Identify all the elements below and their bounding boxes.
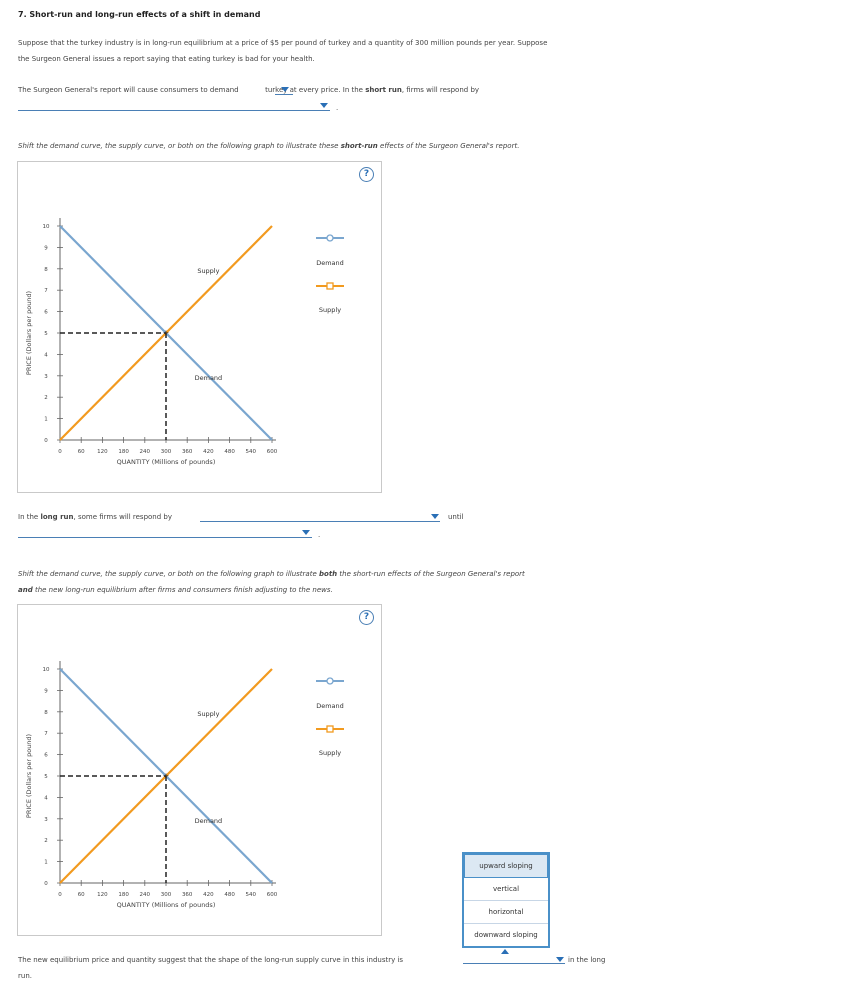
chevron-down-icon: [556, 957, 564, 962]
graph1-instr-b: effects of the Surgeon General's report.: [380, 142, 520, 150]
y-tick-label: 3: [44, 373, 48, 380]
y-tick-label: 0: [44, 438, 48, 444]
legend-demand-label: Demand: [316, 702, 344, 710]
chevron-up-icon: [501, 949, 509, 954]
x-tick-label: 480: [224, 449, 235, 455]
y-tick-label: 9: [44, 688, 48, 695]
legend-supply-label: Supply: [318, 749, 342, 757]
x-tick-label: 600: [266, 449, 278, 455]
x-axis-label: QUANTITY (Millions of pounds): [116, 901, 216, 909]
dropdown-option[interactable]: downward sloping: [474, 931, 538, 939]
supply-curve-label: Supply: [197, 710, 220, 719]
y-tick-label: 6: [44, 309, 48, 316]
y-axis-label: PRICE (Dollars per pound): [25, 290, 33, 376]
sr-text-a: The Surgeon General's report will cause consumers to demand: [18, 86, 239, 94]
y-tick-label: 1: [44, 859, 48, 866]
graph1-instr-a: Shift the demand curve, the supply curve, or both on the following graph to illustrate these: [18, 142, 339, 150]
chart-1: [18, 162, 381, 492]
final-sentence: The new equilibrium price and quantity suggest that the shape of the long-run supply curve in this industry is: [18, 956, 404, 964]
graph2-instr-bold: both: [319, 570, 338, 578]
x-tick-label: 60: [77, 892, 85, 898]
graph2-instr-a: Shift the demand curve, the supply curve, or both on the following graph to illustrate: [18, 570, 317, 578]
y-tick-label: 10: [42, 224, 50, 230]
intro-line-1: Suppose that the turkey industry is in long-run equilibrium at a price of $5 per pound of turkey and a quantity of 300 million pounds per year. Suppose: [18, 39, 548, 47]
help-button[interactable]: ?: [359, 610, 374, 625]
x-tick-label: 120: [97, 892, 108, 898]
final-text-b: in the long: [568, 956, 606, 964]
graph-panel-2: [17, 604, 382, 936]
y-tick-label: 2: [44, 838, 48, 845]
lr-text-b: , some firms will respond by: [73, 513, 172, 521]
x-tick-label: 120: [97, 449, 108, 455]
x-tick-label: 0: [58, 449, 62, 455]
x-tick-label: 600: [266, 892, 278, 898]
x-tick-label: 420: [203, 892, 214, 898]
demand-curve-label: Demand: [194, 817, 223, 826]
short-run-sentence: [18, 82, 479, 98]
supply-shape-dropdown-menu: [462, 852, 550, 948]
x-axis-label: QUANTITY (Millions of pounds): [116, 458, 216, 466]
graph2-instr-and: and: [18, 586, 33, 594]
demand-curve-label: Demand: [194, 374, 223, 383]
sr-bold: short run: [365, 86, 402, 94]
y-tick-label: 5: [44, 331, 48, 337]
sr-text-b: turkey at every price. In the: [265, 86, 363, 94]
sentence-period-2: .: [318, 531, 321, 539]
help-button[interactable]: ?: [359, 167, 374, 182]
x-tick-label: 300: [160, 892, 172, 898]
sentence-period: .: [336, 104, 339, 112]
y-tick-label: 7: [44, 288, 48, 295]
x-tick-label: 360: [181, 449, 193, 455]
x-tick-label: 60: [77, 449, 85, 455]
x-tick-label: 540: [245, 892, 257, 898]
legend-demand-label: Demand: [316, 259, 344, 267]
dropdown-option[interactable]: upward sloping: [464, 854, 548, 878]
supply-curve-label: Supply: [197, 267, 220, 276]
lr-text-a: In the: [18, 513, 39, 521]
y-tick-label: 4: [44, 795, 48, 802]
graph-panel-1: [17, 161, 382, 493]
y-tick-label: 0: [44, 881, 48, 887]
y-tick-label: 8: [44, 709, 48, 716]
lr-until: until: [448, 513, 464, 521]
graph2-instructions: [18, 566, 525, 598]
chart-2: [18, 605, 381, 935]
y-tick-label: 1: [44, 416, 48, 423]
chevron-down-icon: [302, 530, 310, 535]
equilibrium-marker: +: [162, 771, 170, 781]
x-tick-label: 240: [139, 892, 151, 898]
chevron-down-icon: [320, 103, 328, 108]
x-tick-label: 180: [118, 892, 129, 898]
x-tick-label: 480: [224, 892, 235, 898]
y-tick-label: 9: [44, 245, 48, 252]
intro-paragraph: [18, 35, 547, 67]
graph2-instr-b: the short-run effects of the Surgeon General's report: [339, 570, 525, 578]
final-text-c: run.: [18, 972, 32, 980]
y-tick-label: 3: [44, 816, 48, 823]
x-tick-label: 360: [181, 892, 193, 898]
question-title: 7. Short-run and long-run effects of a shift in demand: [18, 10, 261, 19]
legend-supply-marker: [327, 283, 333, 289]
dropdown-option[interactable]: vertical: [464, 878, 548, 901]
lr-bold: long run: [40, 513, 74, 521]
legend-supply-marker: [327, 726, 333, 732]
x-tick-label: 420: [203, 449, 214, 455]
y-tick-label: 2: [44, 395, 48, 402]
equilibrium-marker: +: [162, 328, 170, 338]
sr-text-c: , firms will respond by: [401, 86, 480, 94]
legend-supply-label: Supply: [318, 306, 342, 314]
y-tick-label: 5: [44, 774, 48, 780]
x-tick-label: 240: [139, 449, 151, 455]
y-tick-label: 7: [44, 731, 48, 738]
x-tick-label: 300: [160, 449, 172, 455]
x-tick-label: 180: [118, 449, 129, 455]
y-tick-label: 8: [44, 266, 48, 273]
y-tick-label: 6: [44, 752, 48, 759]
chevron-down-icon: [431, 514, 439, 519]
x-tick-label: 540: [245, 449, 257, 455]
long-run-sentence: [18, 509, 172, 525]
y-tick-label: 4: [44, 352, 48, 359]
graph2-instr-line2: the new long-run equilibrium after firms and consumers finish adjusting to the news.: [34, 586, 333, 594]
x-tick-label: 0: [58, 892, 62, 898]
graph1-instructions: [18, 138, 519, 154]
graph1-instr-bold: short-run: [340, 142, 378, 150]
intro-line-2: the Surgeon General issues a report saying that eating turkey is bad for your health.: [18, 55, 315, 63]
chevron-down-icon: [281, 87, 289, 92]
legend-demand-marker: [327, 678, 333, 684]
legend-demand-marker: [327, 235, 333, 241]
dropdown-option[interactable]: horizontal: [464, 901, 548, 924]
y-axis-label: PRICE (Dollars per pound): [25, 733, 33, 819]
y-tick-label: 10: [42, 667, 50, 673]
